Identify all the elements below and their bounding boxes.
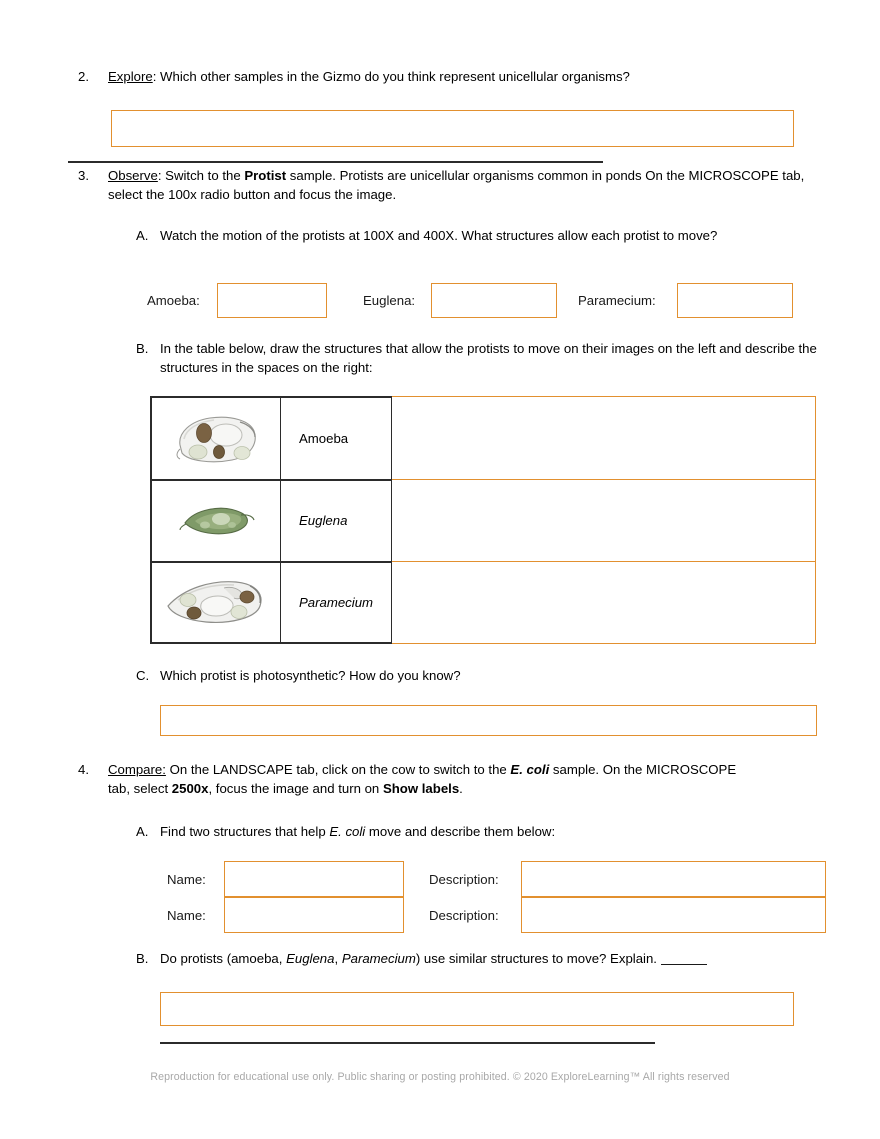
item-3c-letter: C. (136, 668, 150, 683)
item-4b-text (160, 950, 836, 969)
euglena-description-cell[interactable] (392, 479, 816, 562)
item-4b-paramecium: Paramecium (341, 951, 416, 966)
item-4b-seg1: Do protists (amoeba, (160, 951, 287, 966)
paramecium-field-label: Paramecium: (578, 293, 656, 308)
euglena-answer-input[interactable] (431, 283, 557, 318)
question-item-2 (78, 68, 818, 87)
item-2-text (108, 68, 818, 87)
protist-structures-table (150, 396, 816, 644)
description-input-row-1[interactable] (521, 861, 826, 897)
item-4-ecoli: E. coli (510, 762, 550, 777)
item-4-magnification: 2500x (171, 780, 209, 796)
item-4b-euglena: Euglena (286, 951, 335, 966)
item-3a-letter: A. (136, 228, 149, 243)
item-4b-seg2: , (334, 951, 342, 966)
item-4-seg3: , focus the image and turn on (208, 780, 383, 796)
question-item-3 (78, 167, 808, 204)
paramecium-answer-input[interactable] (677, 283, 793, 318)
name-label-row-1: Name: (167, 872, 206, 887)
section-divider-rule-top (68, 161, 603, 163)
question-item-4 (78, 761, 758, 798)
euglena-field-label: Euglena: (363, 293, 416, 308)
amoeba-name-label: Amoeba (299, 430, 349, 446)
euglena-name-label: Euglena (299, 513, 348, 529)
question-item-3b (136, 340, 831, 377)
item-4a-seg1: Find two structures that help (160, 824, 330, 839)
paramecium-name-label: Paramecium (299, 594, 374, 610)
item-4-seg2: sample. On the MICROSCOPE tab, select (108, 762, 737, 796)
item-3b-letter: B. (136, 341, 149, 356)
paramecium-image-cell[interactable] (150, 561, 281, 644)
answer-box-item-4b[interactable] (160, 992, 794, 1026)
description-label-row-1: Description: (429, 872, 499, 887)
name-input-row-1[interactable] (224, 861, 404, 897)
item-3-seg2: sample. Protists are unicellular organisms common in ponds On the MICROSCOPE tab, select the 100x radio button and focus the image. (108, 168, 805, 202)
item-2-number: 2. (78, 69, 89, 84)
item-4a-letter: A. (136, 824, 149, 839)
description-input-row-2[interactable] (521, 897, 826, 933)
section-divider-rule-bottom (160, 1042, 655, 1044)
name-label-row-2: Name: (167, 908, 206, 923)
item-3-text (108, 167, 808, 204)
item-4-seg4: . (459, 780, 463, 796)
item-3-number: 3. (78, 168, 89, 183)
name-input-row-2[interactable] (224, 897, 404, 933)
amoeba-description-cell[interactable] (392, 396, 816, 479)
paramecium-description-cell[interactable] (392, 561, 816, 644)
item-4-keyword: Compare: (108, 762, 166, 777)
amoeba-illustration (170, 409, 262, 467)
item-3b-text: In the table below, draw the structures that allow the protists to move on their images on the left and describe the structures in the spaces on the right: (160, 341, 817, 375)
item-3a-text: Watch the motion of the protists at 100X and 400X. What structures allow each protist to move? (160, 228, 718, 243)
item-4a-text (160, 823, 808, 842)
item-3c-text: Which protist is photosynthetic? How do you know? (160, 668, 461, 683)
question-item-3a (136, 227, 808, 246)
question-item-3c (136, 667, 808, 686)
answer-box-item-2[interactable] (111, 110, 794, 147)
item-4b-letter: B. (136, 951, 149, 966)
item-4-seg1: On the LANDSCAPE tab, click on the cow to switch to the (165, 762, 511, 777)
item-3-bold-protist: Protist (244, 168, 287, 183)
fill-in-blank-line[interactable] (661, 964, 707, 965)
item-4-number: 4. (78, 762, 89, 777)
item-4a-ecoli: E. coli (329, 824, 366, 839)
item-2-body: : Which other samples in the Gizmo do you think represent unicellular organisms? (152, 69, 630, 84)
item-3-seg1: : Switch to the (157, 168, 245, 183)
table-row (150, 561, 816, 644)
question-item-4b (136, 950, 836, 969)
euglena-name-cell (281, 479, 392, 562)
euglena-illustration (177, 501, 255, 541)
description-label-row-2: Description: (429, 908, 499, 923)
amoeba-name-cell (281, 396, 392, 479)
page-footer: Reproduction for educational use only. Public sharing or posting prohibited. © 2020 ExploreLearning™ All rights reserved (150, 1071, 730, 1083)
item-4-text (108, 761, 758, 798)
item-3-keyword: Observe (108, 168, 158, 183)
amoeba-image-cell[interactable] (150, 396, 281, 479)
amoeba-answer-input[interactable] (217, 283, 327, 318)
item-4a-seg2: move and describe them below: (365, 824, 556, 839)
item-4b-seg3: ) use similar structures to move? Explain. (415, 951, 657, 966)
amoeba-field-label: Amoeba: (147, 293, 200, 308)
table-row (150, 479, 816, 562)
paramecium-illustration (164, 574, 268, 630)
item-4-show-labels: Show labels (382, 780, 460, 796)
paramecium-name-cell (281, 561, 392, 644)
item-2-keyword: Explore (108, 69, 153, 84)
answer-box-item-3c[interactable] (160, 705, 817, 736)
euglena-image-cell[interactable] (150, 479, 281, 562)
table-row (150, 396, 816, 479)
question-item-4a (136, 823, 808, 842)
